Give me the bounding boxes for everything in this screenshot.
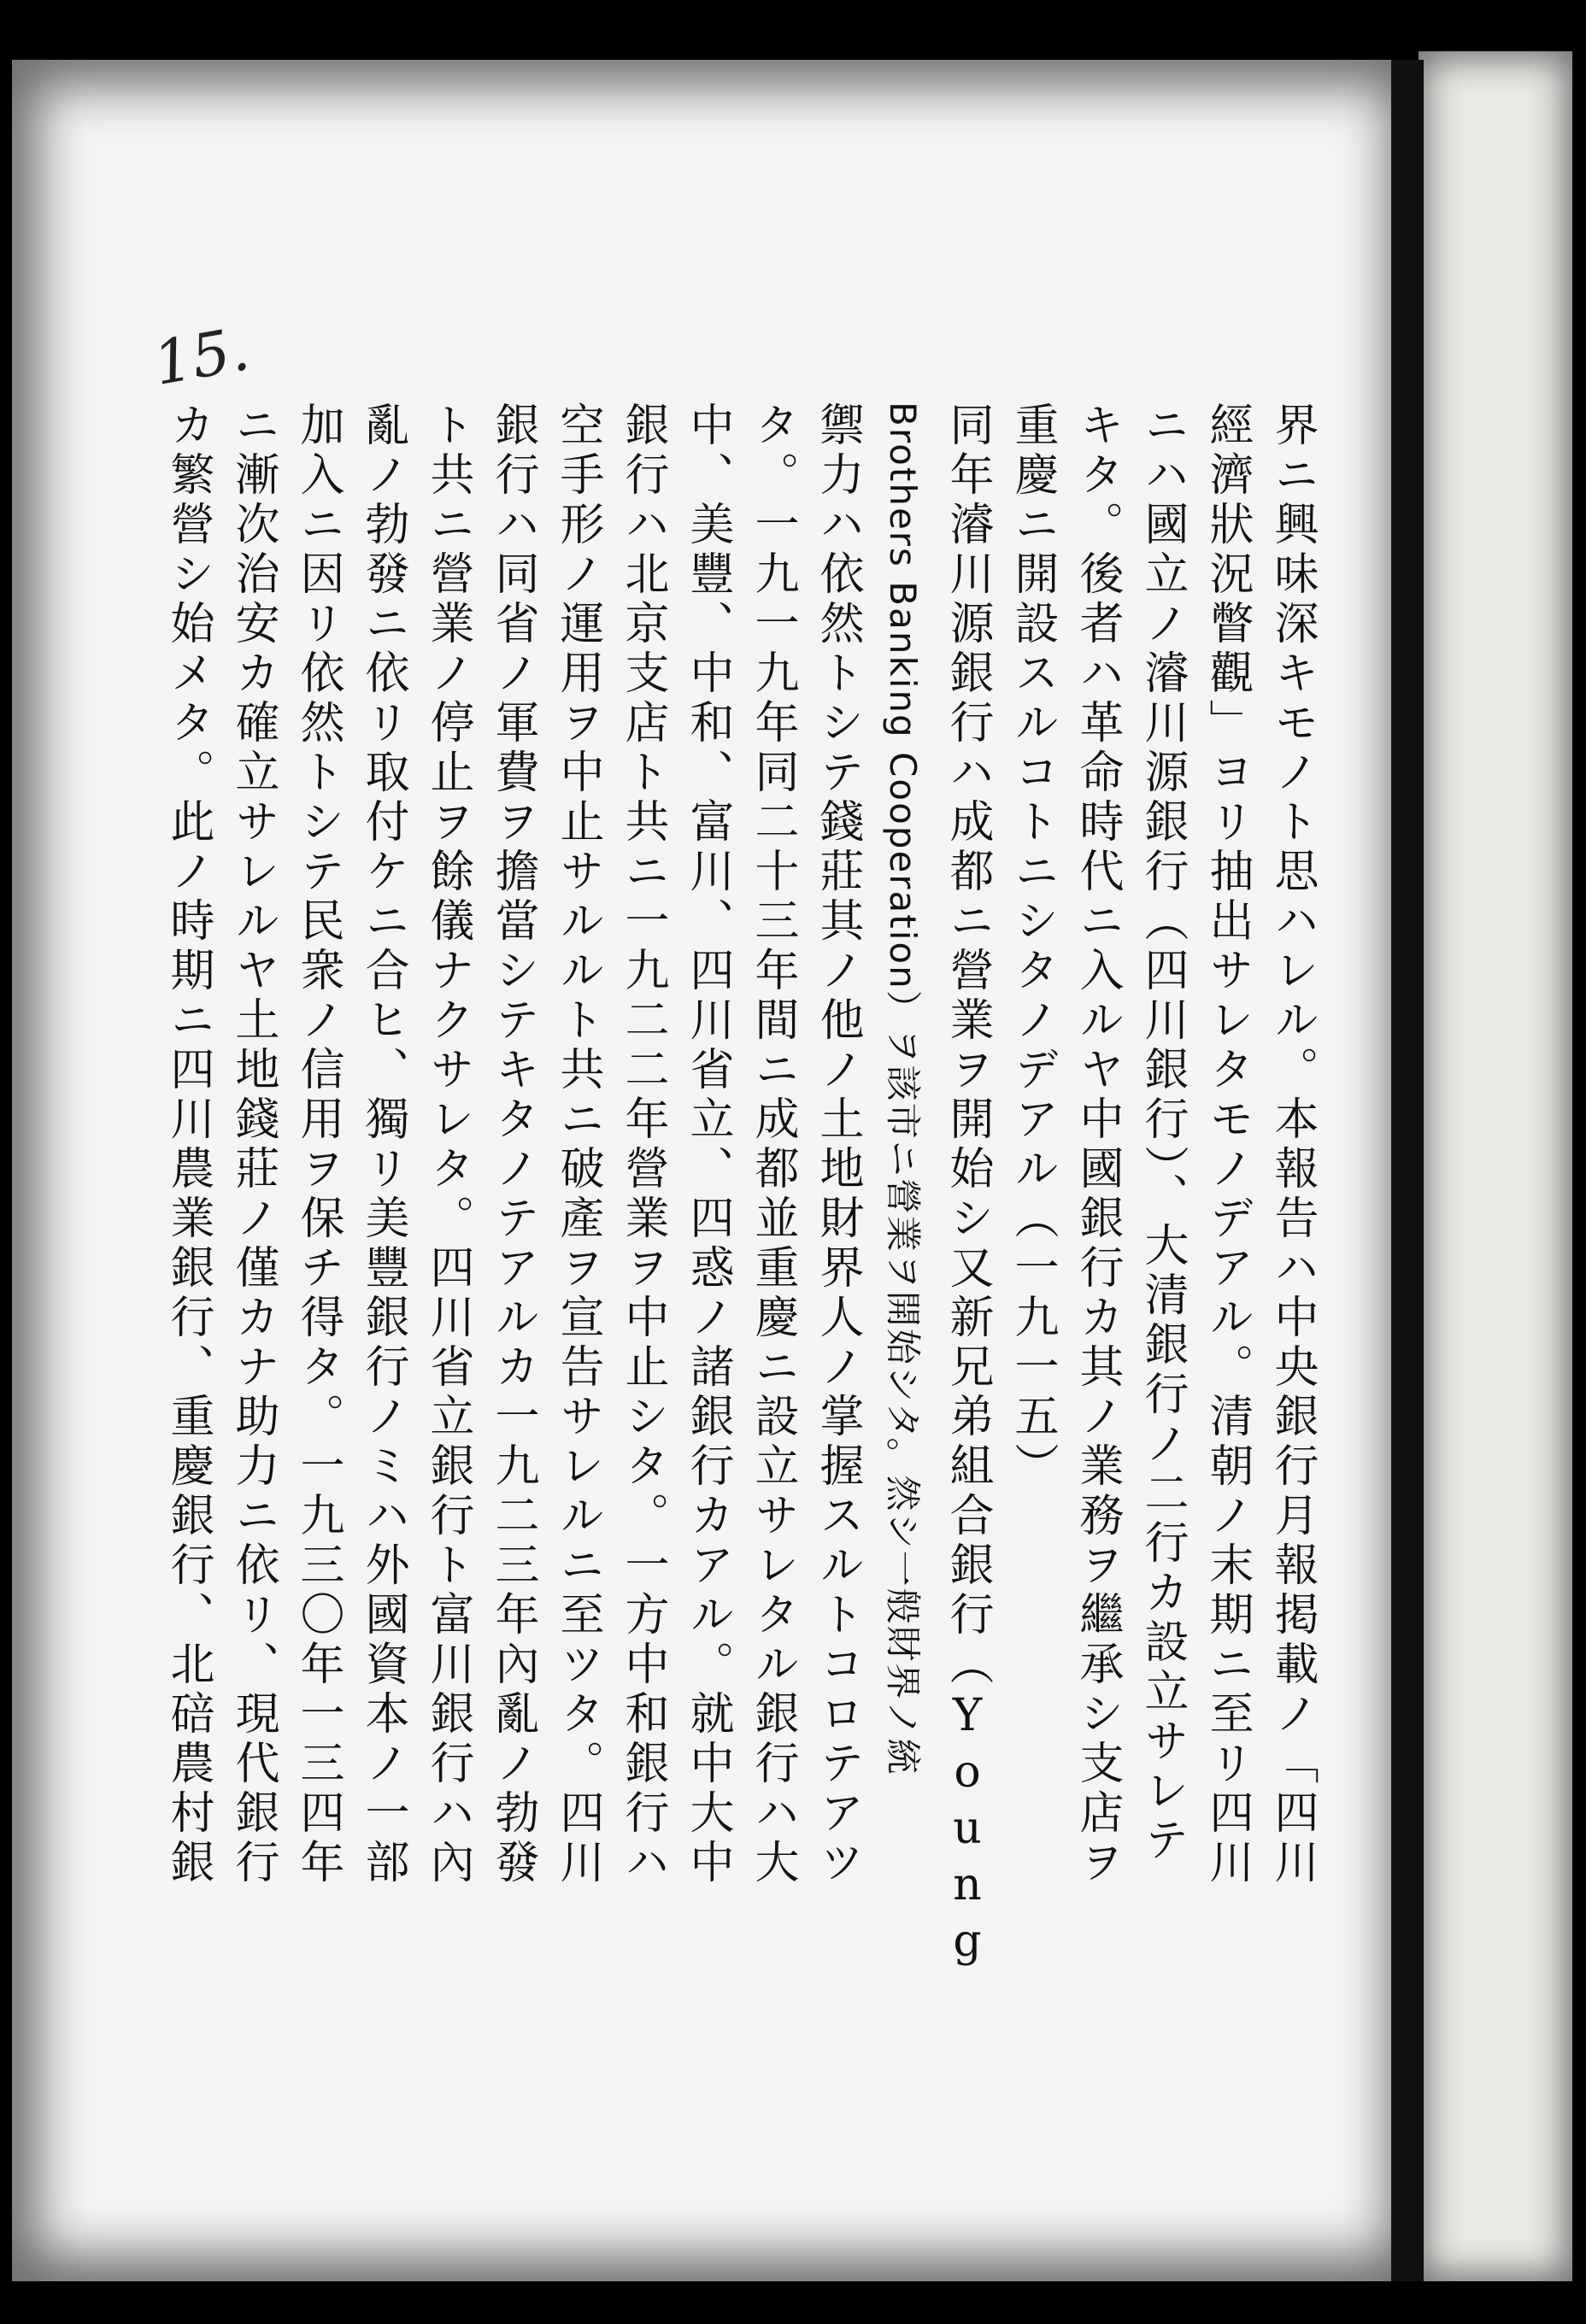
text-line: 界ニ興味深キモノト思ハレル。本報告ハ中央銀行月報掲載ノ「四川 (1266, 402, 1318, 1888)
next-page-edge (1419, 51, 1572, 2281)
text-line: 銀行ハ北京支店ト共ニ一九二二年營業ヲ中止シタ。一方中和銀行ハ (617, 402, 668, 1888)
text-line: 經濟狀況瞥觀」ヨリ抽出サレタモノデアル。清朝ノ末期ニ至リ四川 (1201, 402, 1253, 1888)
text-line: 加入ニ因リ依然トシテ民衆ノ信用ヲ保チ得タ。一九三〇年一三四年 (292, 402, 344, 1888)
vertical-text-block (162, 402, 1325, 2025)
text-line: 重慶ニ開設スルコトニシタノデアル（一九一五） (1007, 402, 1058, 1492)
text-line: ニ漸次治安カ確立サレルヤ土地錢莊ノ僅カナ助力ニ依リ、現代銀行 (227, 402, 279, 1888)
text-line: キタ。後者ハ革命時代ニ入ルヤ中國銀行カ其ノ業務ヲ繼承シ支店ヲ (1072, 402, 1123, 1888)
text-line: 亂ノ勃發ニ依リ取付ケニ合ヒ、獨リ美豐銀行ノミハ外國資本ノ一部 (357, 402, 408, 1888)
handwritten-page-note: 15. (148, 313, 255, 400)
text-line: ニハ國立ノ濬川源銀行（四川銀行）、大清銀行ノ二行カ設立サレテ (1137, 402, 1188, 1866)
text-line: Brothers Banking Cooperation）ヲ該市ニ營業ヲ開始シタ。然シ一般財界ノ統 (882, 402, 924, 1776)
book-spine (1391, 60, 1424, 2281)
text-line: 禦力ハ依然トシテ錢莊其ノ他ノ土地財界人ノ掌握スルトコロテアツ (812, 402, 863, 1888)
text-line: 中、美豐、中和、富川、四川省立、四惑ノ諸銀行カアル。就中大中 (682, 402, 733, 1888)
text-line: カ繁營シ始メタ。此ノ時期ニ四川農業銀行、重慶銀行、北碚農村銀 (162, 402, 214, 1888)
text-line: 同年濬川源銀行ハ成都ニ營業ヲ開始シ又新兄弟組合銀行（Young (942, 402, 993, 1972)
text-line: 空手形ノ運用ヲ中止サルルト共ニ破產ヲ宣告サレルニ至ツタ。四川 (552, 402, 603, 1888)
text-line: 銀行ハ同省ノ軍費ヲ擔當シテキタノテアルカ一九二三年內亂ノ勃發 (487, 402, 538, 1888)
text-line: ト共ニ營業ノ停止ヲ餘儀ナクサレタ。四川省立銀行ト富川銀行ハ內 (422, 402, 473, 1888)
text-line: タ。一九一九年同二十三年間ニ成都並重慶ニ設立サレタル銀行ハ大 (747, 402, 798, 1888)
